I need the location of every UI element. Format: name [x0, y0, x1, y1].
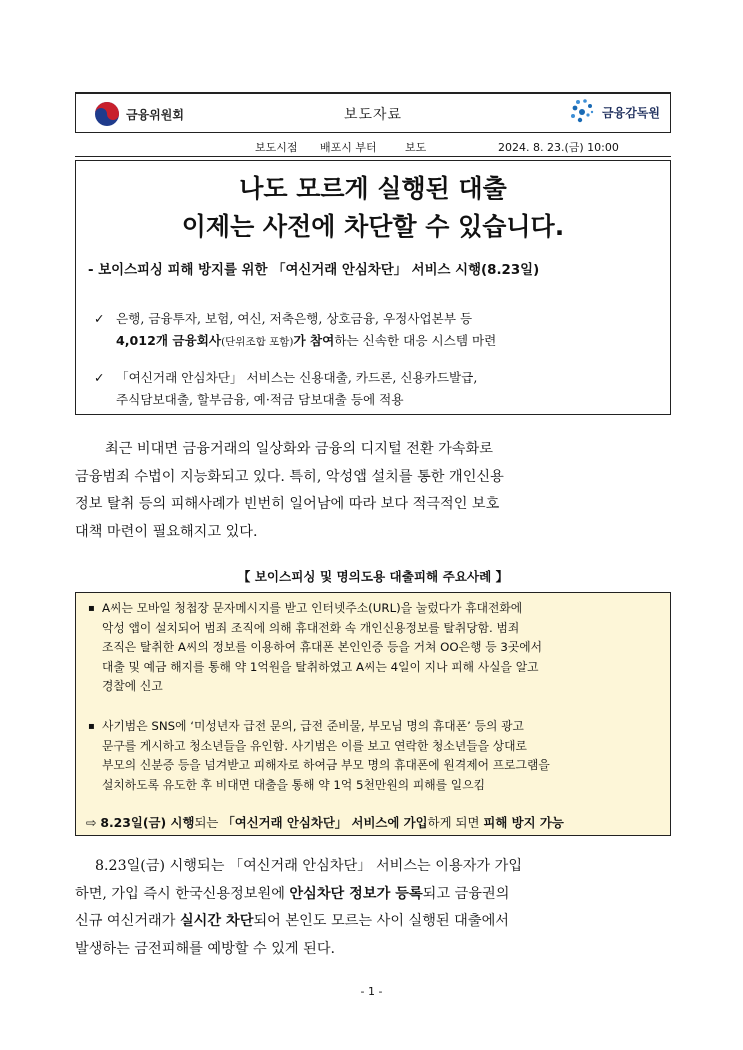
title-box — [75, 160, 671, 415]
case-item-1: ▪ A씨는 모바일 청첩장 문자메시지를 받고 인터넷주소(URL)을 눌렀다가 휴대전화에 악성 앱이 설치되어 범죄 조직에 의해 휴대전화 속 개인신용정보를 탈취당함. 범죄 조직은 탈취한 A씨의 정보를 이용하여 휴대폰 본인인증 등을 거쳐 OO은행 등 3곳에서 대출 및 예금 해지를 통해 약 1억원을 탈취하였고 A씨는 4일이 지나 피해 사실을 알고 경찰에 신고 — [88, 601, 543, 693]
subtitle: - 보이스피싱 피해 방지를 위한 「여신거래 안심차단」 서비스 시행(8.23일) — [88, 263, 540, 278]
check-item-2 — [94, 367, 662, 411]
check2-line1: 「여신거래 안심차단」 서비스는 신용대출, 카드론, 신용카드발급, — [116, 370, 478, 385]
press-header — [75, 92, 671, 133]
title-line2: 이제는 사전에 차단할 수 있습니다. — [181, 212, 565, 241]
release-type: 보도 — [405, 141, 427, 154]
fss-name: 금융감독원 — [602, 105, 660, 120]
check2-line2: 주식담보대출, 할부금융, 예·적금 담보대출 등에 적용 — [116, 392, 404, 407]
intro-paragraph: 최근 비대면 금융거래의 일상화와 금융의 디지털 전환 가속화로 금융범죄 수법이 지능화되고 있다. 특히, 악성앱 설치를 통한 개인신용 정보 탈취 등의 피해사례가 빈번히 일어남에 따라 보다 적극적인 보호 대책 마련이 필요해지고 있다. — [75, 441, 504, 540]
release-label: 보도시점 — [255, 141, 298, 154]
release-timing: 배포시 부터 — [320, 141, 377, 154]
doc-type: 보도자료 — [343, 107, 403, 123]
fsc-name: 금융위원회 — [126, 107, 184, 122]
bullet-icon: ▪ — [88, 721, 95, 732]
fss-emblem-icon — [568, 98, 596, 126]
check1-line1: 은행, 금융투자, 보험, 여신, 저축은행, 상호금융, 우정사업본부 등 — [116, 311, 473, 326]
cases-conclusion: ⇨ 8.23일(금) 시행되는 「여신거래 안심차단」 서비스에 가입하게 되면 피해 방지 가능 — [86, 815, 564, 830]
fss-logo — [568, 98, 660, 126]
cases-box — [75, 592, 671, 836]
checkmark-icon: ✓ — [94, 370, 105, 385]
service-paragraph: 8.23일(금) 시행되는 「여신거래 안심차단」 서비스는 이용자가 가입 하면, 가입 즉시 한국신용정보원에 안심차단 정보가 등록되고 금융권의 신규 여신거래가 실시간 차단되어 본인도 모르는 사이 실행된 대출에서 발생하는 금전피해를 예방할 수 있게 된다. — [75, 858, 523, 957]
checkmark-icon: ✓ — [94, 311, 105, 326]
check-item-1 — [94, 308, 662, 353]
cases-title: 【 보이스피싱 및 명의도용 대출피해 주요사례 】 — [237, 569, 509, 584]
arrow-right-icon: ⇨ — [86, 815, 97, 830]
title-line1: 나도 모르게 실행된 대출 — [239, 174, 507, 203]
check1-line2: 4,012개 금융회사(단위조합 포함)가 참여하는 신속한 대응 시스템 마련 — [116, 333, 497, 348]
bullet-icon: ▪ — [88, 603, 95, 614]
release-date: 2024. 8. 23.(금) 10:00 — [498, 141, 619, 154]
case-item-2: ▪ 사기범은 SNS에 ‘미성년자 급전 문의, 급전 준비물, 부모님 명의 휴대폰’ 등의 광고 문구를 게시하고 청소년들을 유인함. 사기범은 이를 보고 연락한 청소년들을 상대로 부모의 신분증 등을 넘겨받고 피해자로 하여금 부모 명의 휴대폰에 원격제어 프로그램을 설치하도록 유도한 후 비대면 대출을 통해 약 1억 5천만원의 피해를 일으킴 — [88, 719, 550, 792]
release-info — [75, 134, 671, 157]
page-number: - 1 - — [360, 985, 383, 998]
